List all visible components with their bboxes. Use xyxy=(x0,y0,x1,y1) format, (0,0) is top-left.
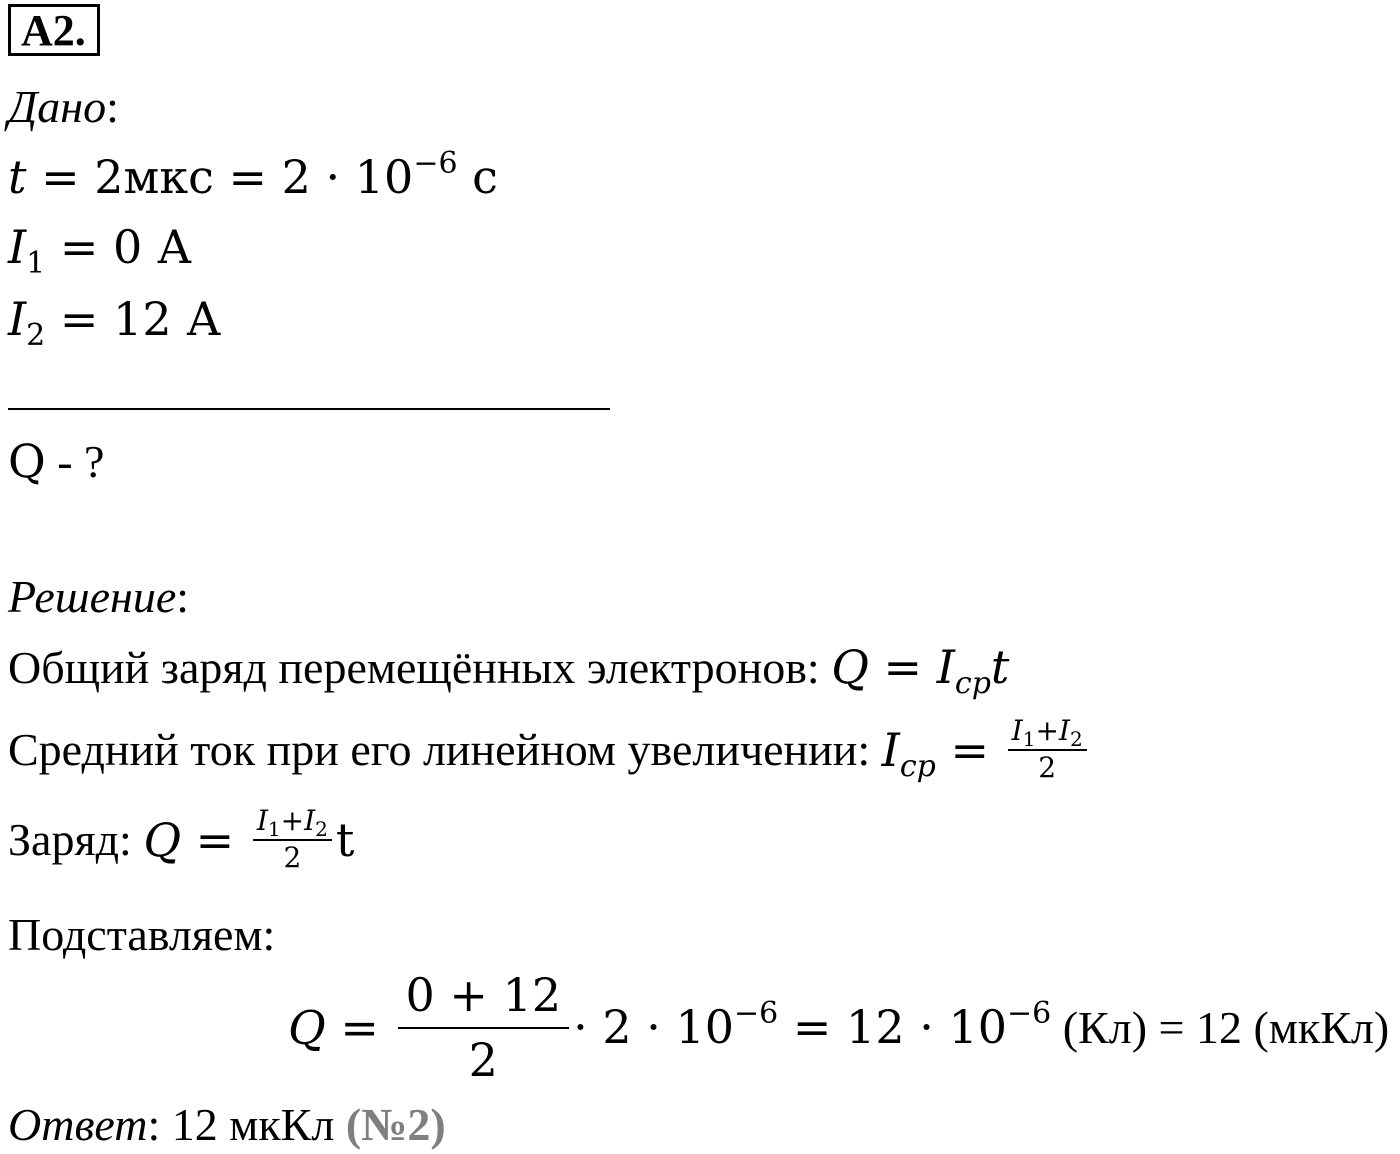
given-divider xyxy=(8,408,610,410)
time-variable: t xyxy=(335,812,355,867)
answer-reference: (№2) xyxy=(345,1099,446,1150)
current-1-variable: I xyxy=(8,220,27,274)
calc-exponent-2: −6 xyxy=(1007,996,1052,1032)
numerator-subscript-1: 1 xyxy=(1022,727,1036,751)
charge-variable: Q xyxy=(288,1000,326,1055)
numerator-subscript-2: 2 xyxy=(1069,727,1083,751)
time-variable: t xyxy=(8,150,27,204)
current-2-subscript: 2 xyxy=(26,318,46,353)
calc-result: (Кл) = 12 (мкКл) xyxy=(1051,1002,1390,1054)
current-subscript: ср xyxy=(954,666,991,701)
plus-sign: + xyxy=(1035,714,1059,747)
answer-value: 12 мкКл xyxy=(171,1099,335,1150)
numerator-current-2: I xyxy=(1058,714,1070,747)
given-current-2 xyxy=(8,292,222,353)
solution-line-3 xyxy=(8,806,354,874)
numerator-current-1: I xyxy=(256,804,268,837)
time-unit: с xyxy=(457,150,498,204)
problem-label: A2. xyxy=(8,4,100,56)
solution-heading: Решение xyxy=(8,571,177,622)
current-variable: I xyxy=(936,640,955,694)
fraction-denominator: 2 xyxy=(468,1032,498,1087)
solution-line-1 xyxy=(8,640,1010,701)
numerator-subscript-2: 2 xyxy=(315,817,328,841)
time-variable: t xyxy=(990,640,1010,694)
answer-line: Ответ: 12 мкКл (№2) xyxy=(8,1099,446,1150)
current-2-value: = 12 А xyxy=(45,292,222,346)
solution-line-4: Подставляем: xyxy=(8,909,276,960)
numerator-current-1: I xyxy=(1011,714,1023,747)
average-current-fraction xyxy=(1008,716,1087,784)
numerator-subscript-1: 1 xyxy=(267,817,281,841)
find-text: - ? xyxy=(45,436,105,487)
current-2-variable: I xyxy=(8,292,27,346)
charge-fraction xyxy=(253,806,332,874)
fraction-numerator xyxy=(253,806,332,841)
current-subscript: ср xyxy=(899,748,936,784)
fraction-denominator: 2 xyxy=(1038,750,1057,784)
charge-variable: Q xyxy=(143,812,182,867)
given-heading: Дано xyxy=(8,81,107,132)
equals-sign: = xyxy=(181,812,249,867)
given-time xyxy=(8,146,498,204)
time-exponent: −6 xyxy=(413,146,458,181)
given-current-1 xyxy=(8,220,192,281)
current-1-value: = 0 А xyxy=(45,220,192,274)
charge-variable: Q xyxy=(831,640,869,694)
solution-line-2 xyxy=(8,716,1091,784)
current-1-subscript: 1 xyxy=(26,246,46,281)
find-line xyxy=(8,434,105,488)
plus-sign: + xyxy=(280,804,305,837)
find-variable: Q xyxy=(8,434,46,488)
solution-line-3-text: Заряд: xyxy=(8,813,144,865)
numerator-current-2: I xyxy=(304,804,316,837)
fraction-numerator: 0 + 12 xyxy=(398,970,570,1029)
time-value: = 2мкс = 2 · 10 xyxy=(26,150,414,204)
equals-sign: = xyxy=(868,640,937,694)
calc-exponent-1: −6 xyxy=(734,996,779,1032)
calc-part-1: · 2 · 10 xyxy=(573,1000,735,1055)
calc-part-2: = 12 · 10 xyxy=(778,1000,1007,1055)
solution-line-5 xyxy=(288,970,1389,1085)
given-heading-line: Дано: xyxy=(8,81,119,132)
solution-line-1-text: Общий заряд перемещённых электронов: xyxy=(8,642,832,693)
current-variable: I xyxy=(881,722,900,777)
solution-line-2-text: Средний ток при его линейном увеличении: xyxy=(8,723,882,775)
substitution-fraction xyxy=(398,970,570,1085)
fraction-denominator: 2 xyxy=(283,840,302,874)
fraction-numerator xyxy=(1008,716,1087,751)
equals-sign: = xyxy=(935,722,1004,777)
solution-heading-line: Решение: xyxy=(8,571,190,622)
answer-label: Ответ xyxy=(8,1099,148,1150)
equals-sign: = xyxy=(325,1000,394,1055)
